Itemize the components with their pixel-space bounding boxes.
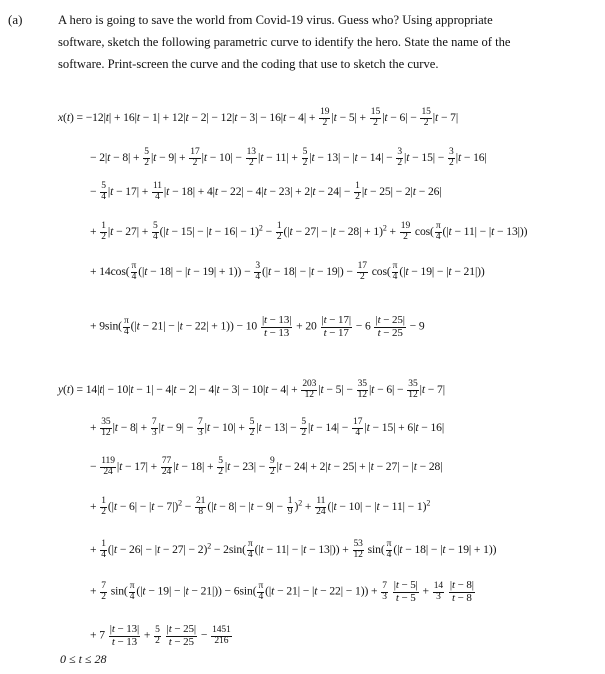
y-eq-line1: y(t) = 14|t| − 10|t − 1| − 4|t − 2| − 4|t − 3| − 10|t − 4| + $\frac{203}{12}$ |t − 5| − $\frac{35}{12}$ |t − 6| − $\frac{35}{12}$ |t − 7| [58,379,445,400]
y-eq-line2: + $\frac{35}{12}$ |t − 8| + $\frac{7}{3}$ |t − 9| − $\frac{7}{3}$ |t − 10| + $\frac{5}{2}$ |t − 13| − $\frac{5}{2}$ |t − 14| − $\frac{17}{4}$ |t − 15| + 6|t − 16| [90,417,445,438]
y-eq-line4: + $\frac{1}{2}$ $(|t - 6| - |t - 7|)^2$ − $\frac{21}{8}$ (|t − 8| − |t − 9| − $\frac{1}{9}$ )$^2$ + $\frac{11}{24}$ $(|t - 10| - |t - 11| - 1)^2$ [90,496,431,517]
x-eq-line3: − $\frac{5}{4}$ |t − 17| + $\frac{11}{4}$ |t − 18| + 4|t − 22| − 4|t − 23| + 2|t − 24| − $\frac{1}{2}$ |t − 25| − 2|t − 26| [90,181,442,202]
x-eq-line2: − 2|t − 8| + $\frac{5}{2}$ |t − 9| + $\frac{17}{2}$ |t − 10| − $\frac{13}{2}$ |t − 11| + $\frac{5}{2}$ |t − 13| − |t − 14| − $\frac{3}{2}$ |t − 15| − $\frac{3}{2}$ |t − 16| [90,147,487,168]
y-eq-line7: + 7 $\frac{|t - 13|}{t - 13}$ + $\frac{5}{2}$ $\frac{|t - 25|}{t - 25}$ − $\frac{1451}{216}$ [90,623,231,648]
x-eq-line1: x(t) = −12|t| + 16|t − 1| + 12|t − 2| − 12|t − 3| − 16|t − 4| + $\frac{19}{2}$ |t − 5| + $\frac{15}{2}$ |t − 6| − $\frac{15}{2}$ |t − 7| [58,107,459,128]
y-eq-line5: + $\frac{1}{4}$ $(|t - 26| - |t - 27| - 2)^2 - 2\sin$( $\frac{\pi}{4}$ (|t − 11| − |t − 13|)) + $\frac{53}{12}$ sin( $\frac{\pi}{4}$ (|t − 18| − |t − 19| + 1)) [90,539,497,560]
x-eq-line6: + 9sin( $\frac{\pi}{4}$ (|t − 21| − |t − 22| + 1)) − 10 $\frac{|t - 13|}{t - 13}$ + 20 $\frac{|t - 17|}{t - 17}$ − 6 $\frac{|t - 25|}{t - 25}$ − 9 [90,314,425,339]
y-eq-line6: + $\frac{7}{2}$ sin( $\frac{\pi}{4}$ (|t − 19| − |t − 21|)) − 6sin( $\frac{\pi}{4}$ (|t − 21| − |t − 22| − 1)) + $\frac{7}{3}$ $\frac{|t - 5|}{t - 5}$ + $\frac{14}{3}$ $\frac{|t - 8|}{t - 8}$ [90,579,474,604]
y-eq-line3: − $\frac{119}{24}$ |t − 17| + $\frac{77}{24}$ |t − 18| + $\frac{5}{2}$ |t − 23| − $\frac{9}{2}$ |t − 24| + 2|t − 25| + |t − 27| − |t − 28| [90,456,443,477]
question-line: software, sketch the following parametric curve to identify the hero. State the name of the [58,35,511,49]
question-text [58,9,583,75]
question-line: A hero is going to save the world from Covid-19 virus. Guess who? Using appropriate [58,13,493,27]
x-eq-line4: + $\frac{1}{2}$ |t − 27| + $\frac{5}{4}$ $(|t - 15| - |t - 16| - 1)^2$ − $\frac{1}{2}$ $(|t - 27| - |t - 28| + 1)^2$ + $\frac{19}{2}$ cos( $\frac{\pi}{4}$ (|t − 11| − |t − 13|)) [90,221,528,242]
domain-range: 0 ≤ t ≤ 28 [60,652,107,666]
question-line: software. Print-screen the curve and the coding that use to sketch the curve. [58,57,439,71]
question-label: (a) [8,12,23,27]
x-eq-line5: + 14cos( $\frac{\pi}{4}$ (|t − 18| − |t − 19| + 1)) − $\frac{3}{4}$ (|t − 18| − |t − 19|) − $\frac{17}{2}$ cos( $\frac{\pi}{4}$ (|t − 19| − |t − 21|)) [90,261,485,282]
